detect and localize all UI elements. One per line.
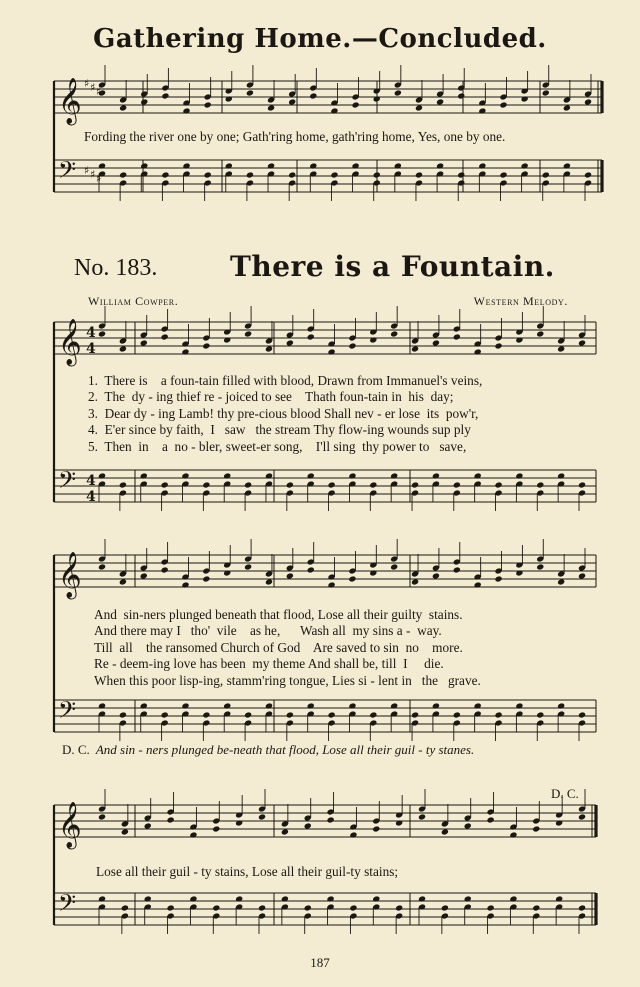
bass-notehead (212, 904, 220, 911)
sharp-icon: ♯ (96, 172, 102, 185)
treble-notehead (265, 578, 273, 585)
treble-notehead (223, 336, 231, 343)
bass-notehead (557, 472, 565, 479)
verse-line: 5. Then in a no - bler, sweet-er song, I'll sing thy power to save, (88, 438, 467, 454)
bass-notehead (411, 711, 419, 718)
bass-notehead (478, 162, 486, 169)
bass-notehead (436, 162, 444, 169)
treble-notehead (204, 101, 212, 108)
treble-notehead (499, 101, 507, 108)
bass-notehead (265, 702, 273, 709)
treble-notehead (212, 825, 220, 832)
treble-notehead (202, 575, 210, 582)
treble-notehead (223, 569, 231, 576)
bass-notehead (349, 904, 357, 911)
bass-notehead (373, 171, 381, 178)
da-capo-mark: D. C. (551, 786, 579, 801)
page-number: 187 (310, 955, 330, 970)
bass-notehead (348, 472, 356, 479)
refrain-lines (94, 607, 481, 689)
bass-notehead (372, 895, 380, 902)
verse-line: 3. Dear dy - ing Lamb! thy pre-cious blood Shall nev - er lose its pow'r, (88, 405, 479, 421)
treble-notehead (348, 575, 356, 582)
treble-notehead (521, 95, 529, 102)
treble-notehead (474, 348, 482, 355)
bass-notehead (499, 171, 507, 178)
bass-notehead (532, 904, 540, 911)
bass-notehead (244, 711, 252, 718)
bass-notehead (244, 481, 252, 488)
bass-notehead (119, 481, 127, 488)
treble-notehead (509, 831, 517, 838)
bass-notehead (457, 171, 465, 178)
bass-notehead (474, 702, 482, 709)
time-signature-top: 4 (86, 473, 96, 489)
continued-hymn-lyric: Fording the river one by one; Gath'ring home, gath'ring home, Yes, one by one. (84, 129, 506, 144)
bass-notehead (394, 162, 402, 169)
bass-notehead (432, 472, 440, 479)
bass-notehead (555, 895, 563, 902)
hymn-title: There is a Fountain. (230, 250, 555, 283)
treble-notehead (286, 572, 294, 579)
bass-notehead (390, 702, 398, 709)
treble-notehead (478, 107, 486, 114)
bass-notehead (286, 481, 294, 488)
treble-notehead (348, 342, 356, 349)
treble-notehead (281, 828, 289, 835)
bass-notehead (307, 702, 315, 709)
bass-notehead (432, 702, 440, 709)
treble-notehead (181, 348, 189, 355)
bass-notehead (369, 711, 377, 718)
bass-notehead (161, 481, 169, 488)
sharp-icon: ♯ (90, 168, 96, 181)
bass-notehead (265, 472, 273, 479)
bass-notehead (98, 162, 106, 169)
treble-notehead (464, 822, 472, 829)
treble-notehead (411, 578, 419, 585)
treble-notehead (140, 572, 148, 579)
bass-notehead (494, 711, 502, 718)
treble-notehead (578, 572, 586, 579)
bass-notehead (411, 481, 419, 488)
bass-notehead (140, 472, 148, 479)
da-capo-text: And sin - ners plunged be-neath that flood, Lose all their guil - ty stanes. (95, 742, 475, 757)
treble-notehead (182, 107, 190, 114)
sharp-icon: ♯ (84, 77, 90, 90)
treble-notehead (98, 330, 106, 337)
time-signature-top: 4 (86, 325, 96, 341)
bass-notehead (119, 171, 127, 178)
refrain-line: And sin-ners plunged beneath that flood, Lose all their guilty stains. (94, 607, 463, 622)
bass-notehead (161, 711, 169, 718)
bass-notehead (281, 895, 289, 902)
treble-notehead (119, 578, 127, 585)
bass-notehead (536, 711, 544, 718)
bass-notehead (487, 904, 495, 911)
bass-notehead (288, 171, 296, 178)
bass-notehead (119, 711, 127, 718)
treble-notehead (418, 813, 426, 820)
bass-notehead (246, 171, 254, 178)
bass-notehead (509, 895, 517, 902)
treble-clef-icon: 𝄞 (58, 802, 82, 848)
treble-notehead (225, 95, 233, 102)
bass-notehead (415, 171, 423, 178)
bass-notehead (584, 171, 592, 178)
bass-notehead (578, 481, 586, 488)
bass-notehead (167, 904, 175, 911)
final-lyric: Lose all their guil - ty stains, Lose all their guil-ty stains; (96, 864, 399, 879)
bass-notehead (98, 472, 106, 479)
verse-line: 2. The dy - ing thief re - joiced to see Thath foun-tain in his day; (88, 389, 454, 405)
bass-notehead (441, 904, 449, 911)
treble-notehead (161, 92, 169, 99)
bass-notehead (121, 904, 129, 911)
treble-notehead (167, 816, 175, 823)
treble-notehead (265, 345, 273, 352)
bass-notehead (328, 711, 336, 718)
hymn-number: No. 183. (74, 255, 158, 281)
bass-notehead (98, 702, 106, 709)
treble-notehead (330, 107, 338, 114)
bass-notehead (494, 481, 502, 488)
bass-notehead (536, 481, 544, 488)
refrain-line: When this poor lisp-ing, stamm'ring tongue, Lies si - lent in the grave. (94, 672, 481, 688)
bass-notehead (286, 711, 294, 718)
treble-notehead (349, 831, 357, 838)
treble-notehead (286, 339, 294, 346)
bass-notehead (181, 702, 189, 709)
treble-notehead (372, 825, 380, 832)
bass-notehead (182, 162, 190, 169)
da-capo-label: D. C. (62, 742, 90, 757)
bass-notehead (327, 895, 335, 902)
verse-lines (88, 373, 482, 455)
treble-notehead (189, 831, 197, 838)
bass-notehead (515, 472, 523, 479)
treble-notehead (536, 330, 544, 337)
bass-notehead (98, 895, 106, 902)
treble-notehead (307, 333, 315, 340)
treble-notehead (267, 104, 275, 111)
verse-line: 4. E'er since by faith, I saw the stream Thy flow-ing wounds sup ply (88, 422, 471, 438)
bass-notehead (464, 895, 472, 902)
refrain-line: And there may I tho' vile as he, Wash all my sins a - way. (94, 623, 442, 639)
bass-notehead (542, 171, 550, 178)
bass-notehead (225, 162, 233, 169)
treble-notehead (515, 336, 523, 343)
treble-notehead (181, 581, 189, 588)
treble-notehead (578, 813, 586, 820)
treble-notehead (140, 98, 148, 105)
sharp-icon: ♯ (84, 164, 90, 177)
bass-clef-icon: 𝄢 (58, 466, 77, 499)
treble-notehead (144, 822, 152, 829)
treble-notehead (244, 563, 252, 570)
treble-notehead (327, 816, 335, 823)
bass-notehead (202, 481, 210, 488)
treble-notehead (542, 89, 550, 96)
bass-notehead (140, 702, 148, 709)
bass-notehead (223, 702, 231, 709)
treble-notehead (395, 819, 403, 826)
treble-notehead (494, 575, 502, 582)
treble-notehead (584, 98, 592, 105)
treble-notehead (557, 345, 565, 352)
bass-notehead (369, 481, 377, 488)
treble-notehead (119, 104, 127, 111)
treble-notehead (121, 828, 129, 835)
bass-notehead (258, 904, 266, 911)
treble-notehead (246, 89, 254, 96)
bass-notehead (453, 481, 461, 488)
bass-notehead (140, 162, 148, 169)
bass-clef-icon: 𝄢 (58, 156, 77, 189)
treble-notehead (288, 98, 296, 105)
treble-notehead (432, 572, 440, 579)
time-signature-bottom: 4 (86, 489, 96, 505)
bass-notehead (474, 472, 482, 479)
treble-notehead (411, 345, 419, 352)
treble-notehead (390, 563, 398, 570)
bass-notehead (189, 895, 197, 902)
bass-notehead (235, 895, 243, 902)
bass-clef-icon: 𝄢 (58, 696, 77, 729)
bass-notehead (515, 702, 523, 709)
hymn-tune: Western Melody. (473, 294, 568, 308)
bass-notehead (307, 472, 315, 479)
hymn-author: William Cowper. (88, 294, 179, 308)
treble-notehead (258, 813, 266, 820)
treble-notehead (557, 578, 565, 585)
treble-notehead (161, 566, 169, 573)
treble-notehead (390, 330, 398, 337)
treble-notehead (304, 822, 312, 829)
bass-notehead (348, 702, 356, 709)
treble-notehead (244, 330, 252, 337)
treble-notehead (453, 566, 461, 573)
sharp-icon: ♯ (90, 81, 96, 94)
bass-notehead (267, 162, 275, 169)
treble-notehead (352, 101, 360, 108)
treble-notehead (453, 333, 461, 340)
bass-notehead (418, 895, 426, 902)
bass-notehead (557, 702, 565, 709)
bass-notehead (161, 171, 169, 178)
treble-notehead (536, 563, 544, 570)
sharp-icon: ♯ (96, 85, 102, 98)
treble-notehead (532, 825, 540, 832)
refrain-line: Till all the ransomed Church of God Are saved to sin no more. (94, 639, 463, 655)
treble-notehead (307, 566, 315, 573)
bass-notehead (578, 904, 586, 911)
treble-notehead (457, 92, 465, 99)
treble-notehead (140, 339, 148, 346)
treble-notehead (432, 339, 440, 346)
bass-notehead (309, 162, 317, 169)
bass-notehead (521, 162, 529, 169)
treble-clef-icon: 𝄞 (58, 319, 82, 365)
treble-notehead (373, 95, 381, 102)
treble-notehead (578, 339, 586, 346)
bass-notehead (223, 472, 231, 479)
treble-notehead (98, 563, 106, 570)
bass-notehead (328, 481, 336, 488)
bass-notehead (352, 162, 360, 169)
refrain-line: Re - deem-ing love has been my theme And shall be, till I die. (94, 656, 444, 672)
treble-clef-icon: 𝄞 (58, 78, 82, 124)
bass-notehead (453, 711, 461, 718)
treble-notehead (328, 581, 336, 588)
treble-notehead (487, 816, 495, 823)
treble-notehead (394, 89, 402, 96)
treble-notehead (563, 104, 571, 111)
treble-notehead (98, 813, 106, 820)
bass-notehead (202, 711, 210, 718)
treble-notehead (369, 569, 377, 576)
continued-hymn-title: Gathering Home.—Concluded. (93, 24, 547, 54)
treble-notehead (161, 333, 169, 340)
bass-notehead (144, 895, 152, 902)
bass-notehead (204, 171, 212, 178)
bass-notehead (181, 472, 189, 479)
bass-notehead (578, 711, 586, 718)
treble-notehead (515, 569, 523, 576)
treble-notehead (415, 104, 423, 111)
treble-notehead (369, 336, 377, 343)
treble-notehead (441, 828, 449, 835)
verse-line: 1. There is a foun-tain filled with blood, Drawn from Immanuel's veins, (88, 373, 483, 388)
da-capo-lyric (62, 742, 474, 758)
time-signature-bottom: 4 (86, 341, 96, 357)
treble-notehead (555, 819, 563, 826)
treble-notehead (235, 819, 243, 826)
bass-notehead (390, 472, 398, 479)
bass-notehead (395, 904, 403, 911)
bass-notehead (330, 171, 338, 178)
treble-notehead (119, 345, 127, 352)
treble-notehead (309, 92, 317, 99)
treble-notehead (328, 348, 336, 355)
treble-clef-icon: 𝄞 (58, 552, 82, 598)
treble-notehead (494, 342, 502, 349)
bass-notehead (563, 162, 571, 169)
bass-notehead (304, 904, 312, 911)
treble-notehead (202, 342, 210, 349)
treble-notehead (474, 581, 482, 588)
bass-clef-icon: 𝄢 (58, 889, 77, 922)
treble-notehead (436, 98, 444, 105)
